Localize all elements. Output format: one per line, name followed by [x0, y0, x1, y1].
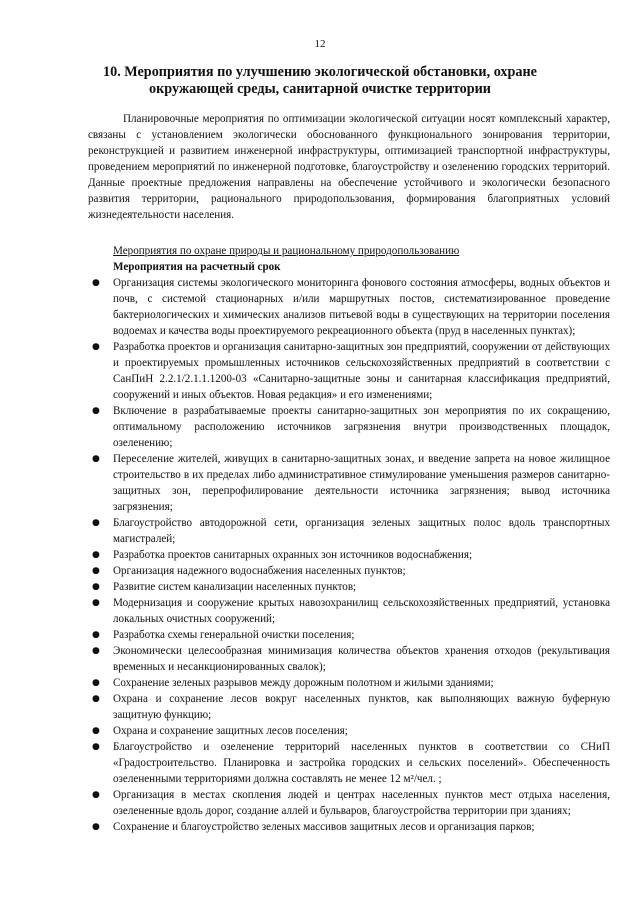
bullet-icon: ●	[92, 790, 100, 800]
list-item-text: Развитие систем канализации населенных пунктов;	[113, 581, 357, 593]
list-item	[0, 339, 640, 403]
list-item-text: Модернизация и сооружение крытых навозохранилищ сельскохозяйственных предприятий, установка локальных очистных сооружений;	[113, 597, 610, 625]
list-item	[0, 563, 640, 579]
list-item	[0, 547, 640, 563]
bullet-icon: ●	[92, 646, 100, 656]
list-item-text: Сохранение зеленых разрывов между дорожным полотном и жилыми зданиями;	[113, 677, 494, 689]
bullet-icon: ●	[92, 518, 100, 528]
list-item-text: Разработка проектов санитарных охранных зон источников водоснабжения;	[113, 549, 473, 561]
list-item-text: Организация системы экологического мониторинга фонового состояния атмосферы, водных объектов и почв, с системой стационарных и/или маршрутных постов, систематизированное проведение бактериологических и химических анализов питьевой воды в существующих на территории поселения водоемах и качества воды проектируемого рекреационного объекта (пруд в населенных пунктах);	[113, 277, 610, 337]
list-item	[0, 275, 640, 339]
list-item-text: Охрана и сохранение защитных лесов поселения;	[113, 725, 348, 737]
list-item	[0, 723, 640, 739]
list-item-text: Сохранение и благоустройство зеленых массивов защитных лесов и организация парков;	[113, 821, 535, 833]
bullet-icon: ●	[92, 566, 100, 576]
bullet-icon: ●	[92, 598, 100, 608]
bullet-icon: ●	[92, 342, 100, 352]
list-item-text: Благоустройство автодорожной сети, организация зеленых защитных полос вдоль транспортных магистралей;	[113, 517, 610, 545]
list-item-text: Включение в разрабатываемые проекты санитарно-защитных зон мероприятия по их сокращению, оптимальному расположению источников загрязнения внутри производственных площадок, озеленению;	[113, 405, 610, 449]
subsection-heading: Мероприятия по охране природы и рациональному природопользованию	[113, 245, 460, 257]
list-item-text: Благоустройство и озеленение территорий населенных пунктов в соответствии со СНиП «Градостроительство. Планировка и застройка городских и сельских поселений». Обеспеченность озелененными территориями должна составлять не менее 12 м²/чел. ;	[113, 741, 610, 785]
section-heading: 10. Мероприятия по улучшению экологической обстановки, охране окружающей среды, санитарной очистке территории	[103, 64, 537, 97]
measures-list	[0, 275, 640, 835]
term-heading: Мероприятия на расчетный срок	[113, 261, 281, 273]
bullet-icon: ●	[92, 454, 100, 464]
list-item-text: Организация в местах скопления людей и центрах населенных пунктов мест отдыха населения, озелененные вдоль дорог, создание аллей и бульваров, благоустройства территории при зданиях;	[113, 789, 610, 817]
list-item	[0, 515, 640, 547]
bullet-icon: ●	[92, 694, 100, 704]
list-item	[0, 691, 640, 723]
list-item	[0, 403, 640, 451]
list-item-text: Организация надежного водоснабжения населенных пунктов;	[113, 565, 406, 577]
list-item-text: Разработка схемы генеральной очистки поселения;	[113, 629, 355, 641]
bullet-icon: ●	[92, 406, 100, 416]
list-item	[0, 643, 640, 675]
list-item	[0, 627, 640, 643]
list-item-text: Экономически целесообразная минимизация количества объектов хранения отходов (рекультивация временных и несанкционированных свалок);	[113, 645, 610, 673]
list-item	[0, 579, 640, 595]
list-item	[0, 739, 640, 787]
list-item-text: Переселение жителей, живущих в санитарно-защитных зонах, и введение запрета на новое жилищное строительство в их пределах либо административное стимулирование уменьшения размеров санитарно-защитных зон, перепрофилирование деятельности источника загрязнения; вывод источника загрязнения;	[113, 453, 610, 513]
list-item	[0, 451, 640, 515]
bullet-icon: ●	[92, 550, 100, 560]
bullet-icon: ●	[92, 582, 100, 592]
bullet-icon: ●	[92, 678, 100, 688]
bullet-icon: ●	[92, 630, 100, 640]
bullet-icon: ●	[92, 726, 100, 736]
list-item	[0, 595, 640, 627]
list-item	[0, 675, 640, 691]
list-item-text: Разработка проектов и организация санитарно-защитных зон предприятий, сооружении от действующих и проектируемых промышленных источников сельскохозяйственных предприятий в соответствии с СанПиН 2.2.1/2.1.1.1200-03 «Санитарно-защитные зоны и санитарная классификация предприятий, сооружений и иных объектов. Новая редакция» и его изменениями;	[113, 341, 610, 401]
list-item	[0, 787, 640, 819]
bullet-icon: ●	[92, 822, 100, 832]
page-number: 12	[314, 38, 326, 50]
list-item	[0, 819, 640, 835]
list-item-text: Охрана и сохранение лесов вокруг населенных пунктов, как выполняющих важную буферную защитную функцию;	[113, 693, 610, 721]
bullet-icon: ●	[92, 742, 100, 752]
intro-paragraph: Планировочные мероприятия по оптимизации экологической ситуации носят комплексный характер, связаны с установлением экологически обоснованного функционального зонирования территории, реконструкцией и развитием инженерной инфраструктуры, оптимизацией транспортной инфраструктуры, проведением мероприятий по инженерной подготовке, благоустройству и озеленению городских территорий. Данные проектные предложения направлены на обеспечение устойчивого и экологически безопасного развития территории, рационального природопользования, формирования благоприятных условий жизнедеятельности населения.	[88, 113, 610, 221]
bullet-icon: ●	[92, 278, 100, 288]
